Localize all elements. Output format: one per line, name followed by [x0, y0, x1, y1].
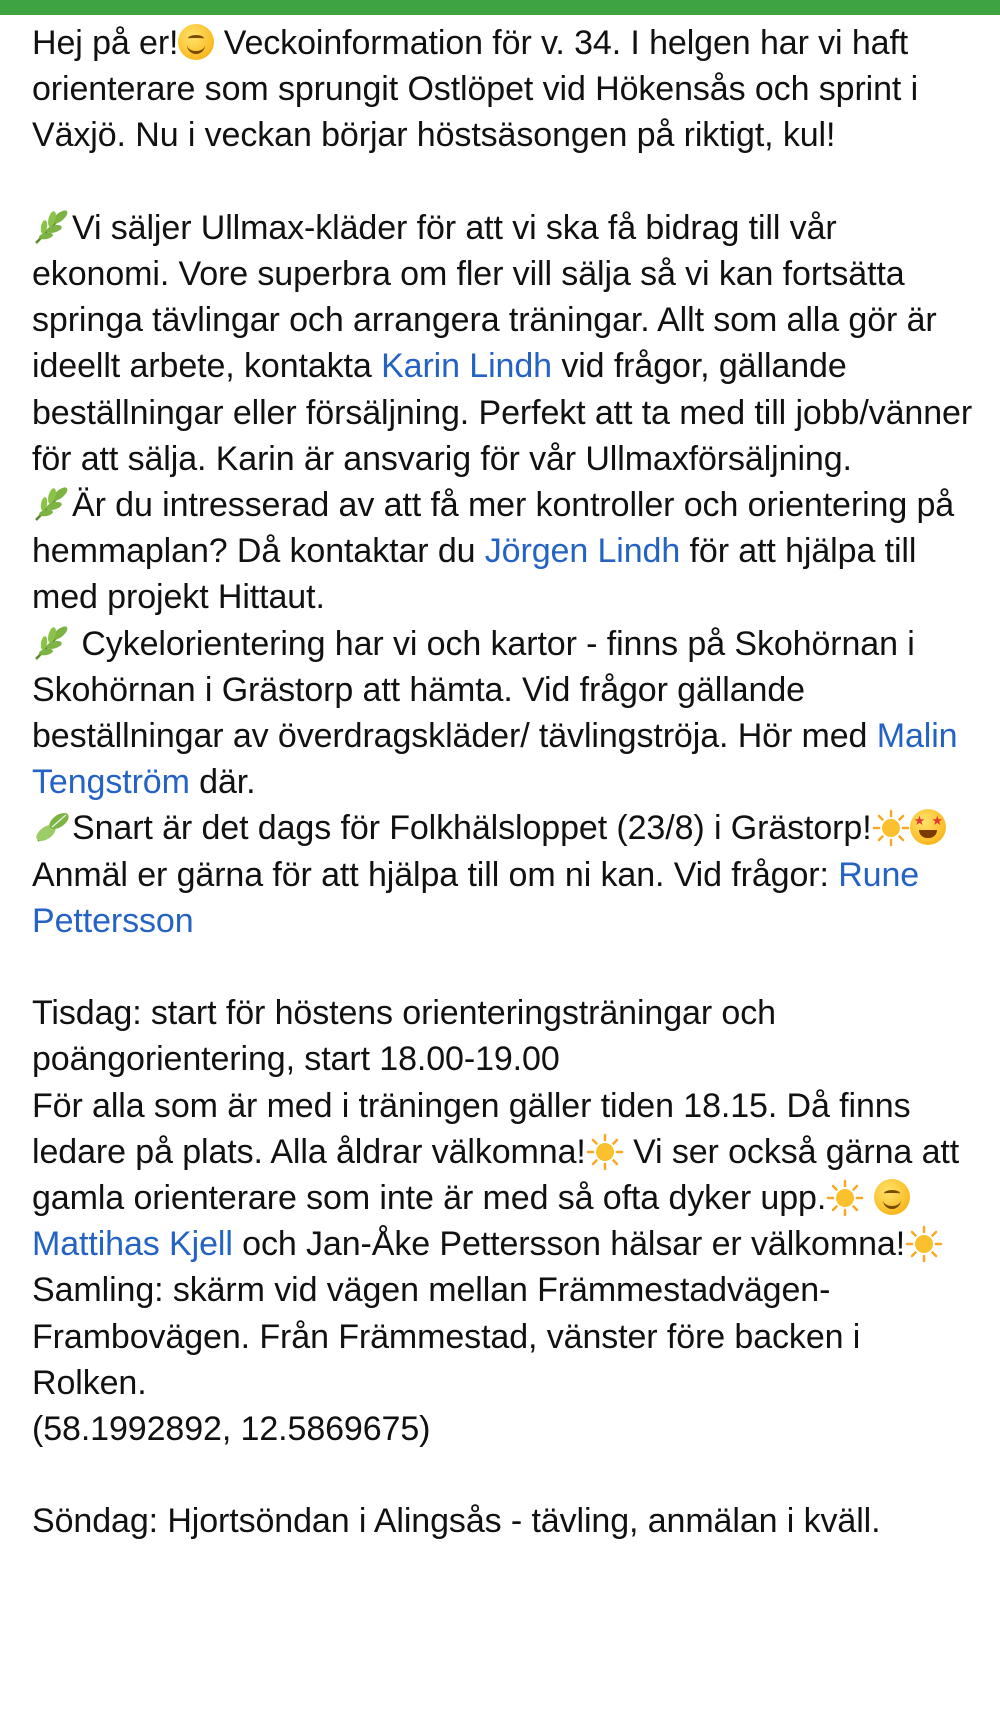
hittaut-text-1: Är du intresserad av att få mer kontroller och orientering på hemmaplan? Då kontaktar du — [32, 486, 955, 571]
tisdag-text-1: För alla som är med i träningen gäller tiden 18.15. Då finns ledare på plats. Alla åldrar välkomna! — [32, 1086, 911, 1171]
folkhalso-text-2: Anmäl er gärna för att hjälpa till om ni kan. Vid frågor: — [32, 855, 839, 894]
tisdag-text-3: och Jan-Åke Pettersson hälsar er välkomna! — [232, 1225, 906, 1264]
cykel-text-1: Cykelorientering har vi och kartor - finns på Skohörnan i Skohörnan i Grästorp att hämta. Vid frågor gällande beställningar av överdragskläder/ tävlingströja. Hör med — [32, 624, 915, 756]
sun-icon — [586, 1133, 624, 1171]
leaves-icon — [32, 809, 72, 845]
intro-text-1: Hej på er! — [32, 24, 179, 62]
link-rune-pettersson[interactable]: Rune Pettersson — [32, 855, 920, 940]
hugging-face-icon — [874, 1179, 910, 1215]
intro-text-2: Veckoinformation för v. 34. I helgen har vi haft orienterare som sprungit Ostlöpet vid Hökensås och sprint i Växjö. Nu i veckan börjar höstsäsongen på riktigt, kul! — [32, 24, 919, 155]
herb-icon — [32, 486, 72, 522]
sun-icon — [826, 1179, 864, 1217]
samling-paragraph: Samling: skärm vid vägen mellan Främmestadvägen-Frambovägen. Från Främmestad, vänster före backen i Rolken. — [32, 1271, 861, 1402]
star-struck-icon — [910, 809, 946, 845]
spacer — [32, 159, 982, 205]
folkhalso-text-1: Snart är det dags för Folkhälsloppet (23/8) i Grästorp! — [72, 809, 872, 848]
folkhalso-paragraph — [32, 805, 982, 944]
link-mattihas-kjell[interactable]: Mattihas Kjell — [32, 1225, 233, 1264]
hittaut-paragraph — [32, 482, 982, 621]
cykel-paragraph — [32, 621, 982, 806]
coordinates: (58.1992892, 12.5869675) — [32, 1410, 431, 1449]
ullmax-text-2: vid frågor, gällande beställningar eller försäljning. Perfekt att ta med till jobb/vänner för att sälja. Karin är ansvarig för vår Ullmaxförsäljning. — [32, 347, 973, 478]
link-malin-tengstrom[interactable]: Malin Tengström — [32, 717, 958, 802]
hugging-face-icon — [178, 24, 214, 60]
sun-icon — [905, 1225, 943, 1263]
link-jorgen-lindh[interactable]: Jörgen Lindh — [484, 532, 681, 571]
spacer — [32, 1452, 982, 1498]
hittaut-text-2: för att hjälpa till med projekt Hittaut. — [32, 532, 917, 617]
top-accent-bar — [0, 0, 1000, 15]
intro-paragraph — [32, 20, 982, 159]
sun-icon — [872, 809, 910, 847]
cykel-text-2: där. — [189, 763, 256, 802]
tisdag-paragraph — [32, 1083, 982, 1268]
herb-icon — [32, 209, 72, 245]
ullmax-text-1: Vi säljer Ullmax-kläder för att vi ska få bidrag till vår ekonomi. Vore superbra om fler vill sälja så vi kan fortsätta springa tävlingar och arrangera träningar. Allt som alla gör är ideellt arbete, kontakta — [32, 208, 937, 386]
herb-icon — [32, 625, 72, 661]
post-body — [32, 20, 982, 1545]
tisdag-text-2: Vi ser också gärna att gamla orienterare som inte är med så ofta dyker upp. — [32, 1132, 960, 1218]
link-karin-lindh[interactable]: Karin Lindh — [381, 347, 552, 386]
ullmax-paragraph — [32, 205, 982, 482]
tisdag-line-1: Tisdag: start för höstens orienteringsträningar och poängorientering, start 18.00-19.00 — [32, 994, 776, 1079]
spacer — [32, 944, 982, 990]
sondag-paragraph: Söndag: Hjortsöndan i Alingsås - tävling, anmälan i kväll. — [32, 1502, 881, 1541]
